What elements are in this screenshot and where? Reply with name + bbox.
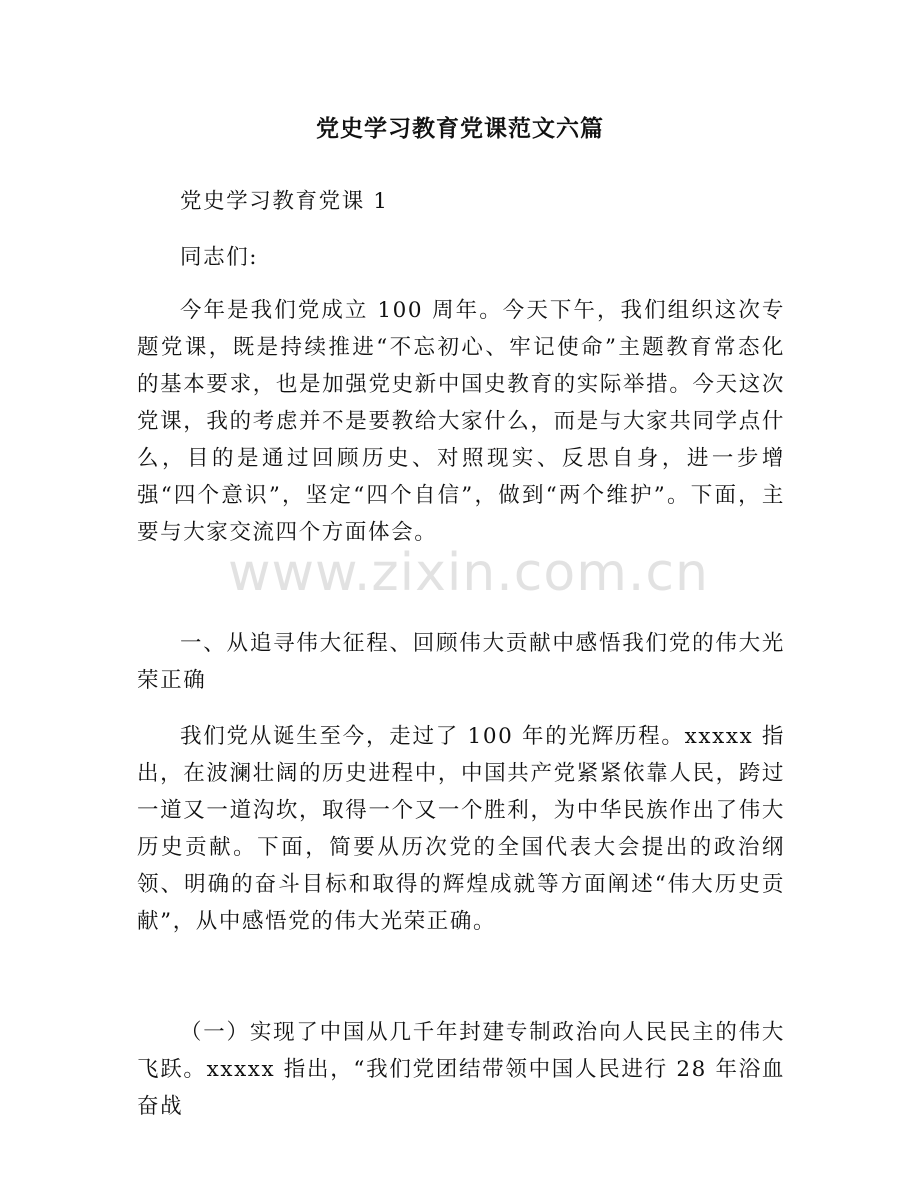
section-subtitle: 党史学习教育党课 1 (180, 189, 389, 214)
subsection-heading: （一）实现了中国从几千年封建专制政治向人民民主的伟大飞跃。xxxxx 指出，“我们党团结带领中国人民进行 28 年浴血奋战 (137, 1020, 785, 1119)
paragraph-intro: 今年是我们党成立 100 周年。今天下午，我们组织这次专题党课，既是持续推进“不忘初心、牢记使命”主题教育常态化的基本要求，也是加强党史新中国史教育的实际举措。今天这次党课，我的考虑并不是要教给大家什么，而是与大家共同学点什么，目的是通过回顾历史、对照现实、反思自身，进一步增强“四个意识”，坚定“四个自信”，做到“两个维护”。下面，主要与大家交流四个方面体会。 (137, 298, 785, 545)
paragraph-history: 我们党从诞生至今，走过了 100 年的光辉历程。xxxxx 指出，在波澜壮阔的历史进程中，中国共产党紧紧依靠人民，跨过一道又一道沟坎，取得一个又一个胜利，为中华民族作出了伟大历史贡献。下面，简要从历次党的全国代表大会提出的政治纲领、明确的奋斗目标和取得的辉煌成就等方面阐述“伟大历史贡献”，从中感悟党的伟大光荣正确。 (137, 724, 785, 934)
section-heading-one: 一、从追寻伟大征程、回顾伟大贡献中感悟我们党的伟大光荣正确 (137, 631, 785, 693)
document-title: 党史学习教育党课范文六篇 (316, 115, 604, 142)
watermark: www.zixin.com.cn (228, 543, 709, 603)
salutation: 同志们: (180, 245, 259, 270)
